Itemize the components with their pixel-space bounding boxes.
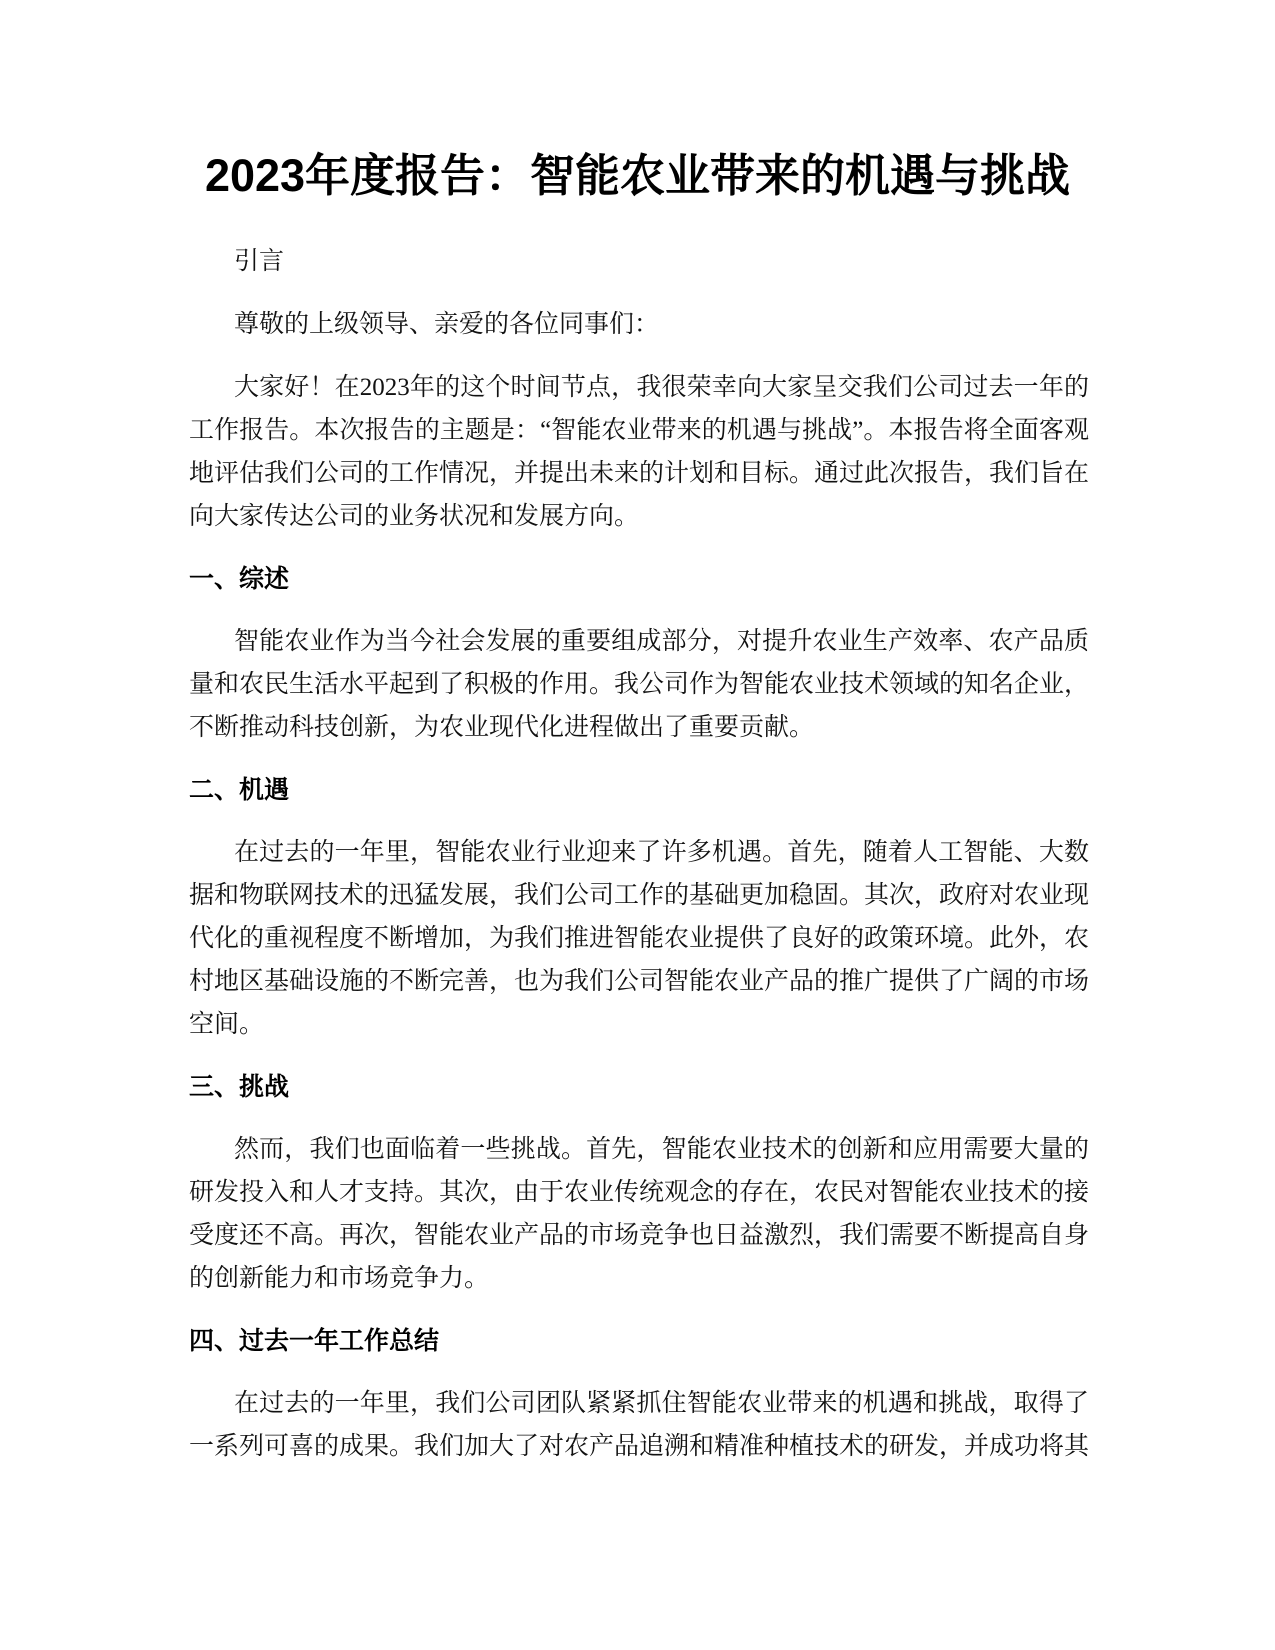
document-body [189,240,1089,1468]
salutation: 尊敬的上级领导、亲爱的各位同事们： [234,311,660,338]
intro-paragraph: 大家好！在2023年的这个时间节点，我很荣幸向大家呈交我们公司过去一年的工作报告。本次报告的主题是：“智能农业带来的机遇与挑战”。本报告将全面客观地评估我们公司的工作情况，并提出未来的计划和目标。通过此次报告，我们旨在向大家传达公司的业务状况和发展方向。 [189,374,1090,530]
section-heading-overview: 一、综述 [189,565,290,593]
section-paragraph-challenges: 然而，我们也面临着一些挑战。首先，智能农业技术的创新和应用需要大量的研发投入和人才支持。其次，由于农业传统观念的存在，农民对智能农业技术的接受度还不高。再次，智能农业产品的市场竞争也日益激烈，我们需要不断提高自身的创新能力和市场竞争力。 [189,1136,1090,1292]
section-paragraph-overview: 智能农业作为当今社会发展的重要组成部分，对提升农业生产效率、农产品质量和农民生活水平起到了积极的作用。我公司作为智能农业技术领域的知名企业，不断推动科技创新，为农业现代化进程做出了重要贡献。 [189,628,1090,741]
section-heading-summary: 四、过去一年工作总结 [189,1327,440,1355]
section-paragraph-summary: 在过去的一年里，我们公司团队紧紧抓住智能农业带来的机遇和挑战，取得了一系列可喜的成果。我们加大了对农产品追溯和精准种植技术的研发，并成功将其 [189,1390,1090,1460]
intro-label: 引言 [234,248,285,275]
document-title: 2023年度报告：智能农业带来的机遇与挑战 [204,150,1071,201]
section-heading-challenges: 三、挑战 [189,1073,290,1101]
section-heading-opportunities: 二、机遇 [189,776,290,804]
section-paragraph-opportunities: 在过去的一年里，智能农业行业迎来了许多机遇。首先，随着人工智能、大数据和物联网技术的迅猛发展，我们公司工作的基础更加稳固。其次，政府对农业现代化的重视程度不断增加，为我们推进智能农业提供了良好的政策环境。此外，农村地区基础设施的不断完善，也为我们公司智能农业产品的推广提供了广阔的市场空间。 [189,839,1090,1038]
